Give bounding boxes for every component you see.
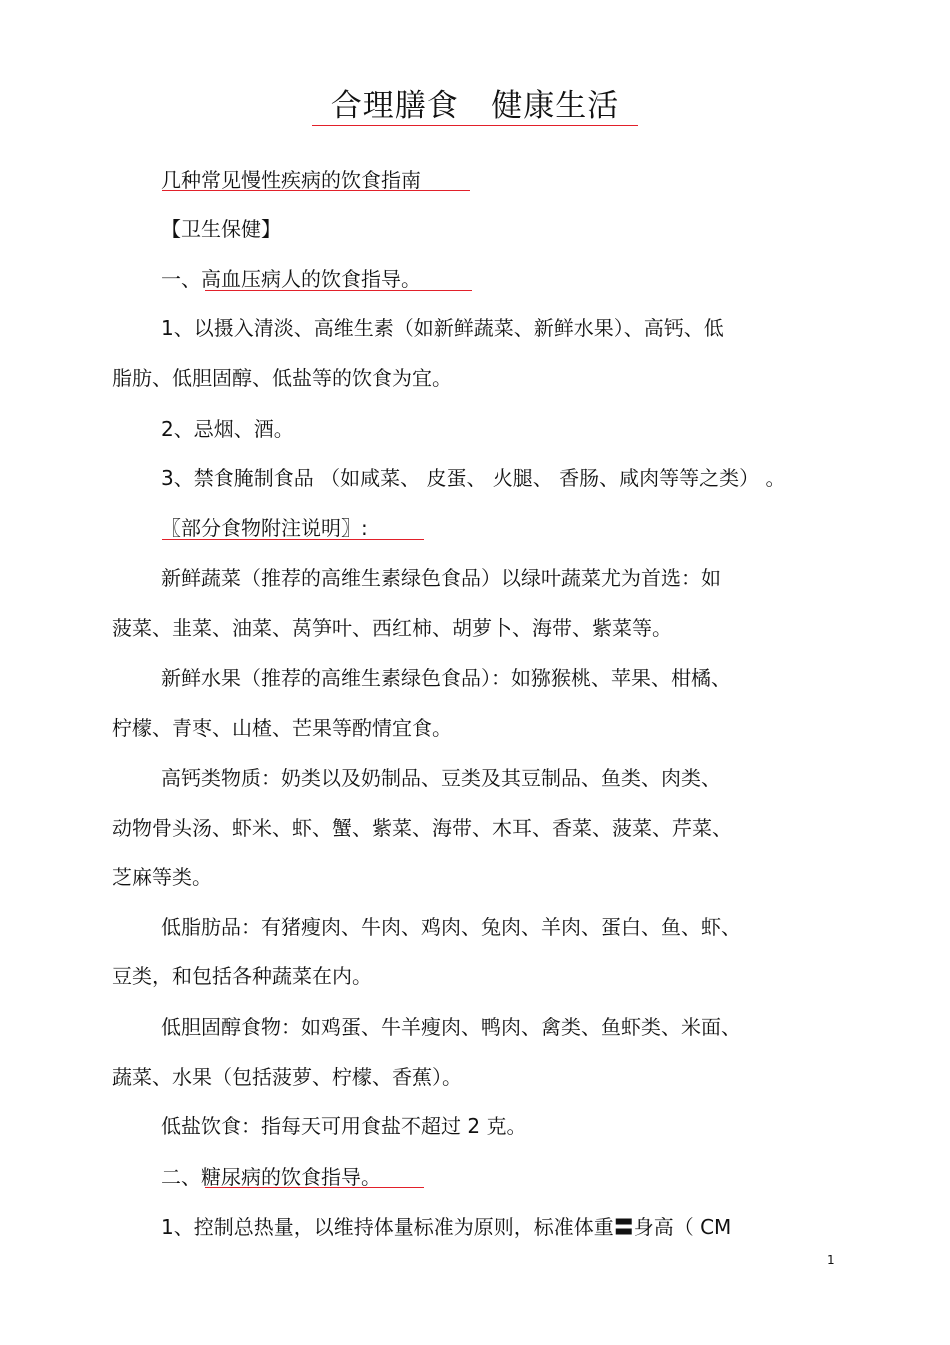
paragraph-line: 低胆固醇食物：如鸡蛋、牛羊瘦肉、鸭肉、禽类、鱼虾类、米面、 (161, 1015, 741, 1039)
paragraph-line: 豆类，和包括各种蔬菜在内。 (112, 964, 372, 988)
page-number: 1 (827, 1253, 835, 1267)
paragraph-line: 1、以摄入清淡、高维生素（如新鲜蔬菜、新鲜水果）、高钙、低 (161, 316, 724, 340)
subtitle-underline (162, 190, 470, 191)
notes-heading: 〖部分食物附注说明〗: (161, 516, 368, 540)
paragraph-line: 低盐饮食：指每天可用食盐不超过 2 克。 (161, 1114, 527, 1138)
category-label: 【卫生保健】 (161, 217, 281, 241)
paragraph-line: 高钙类物质：奶类以及奶制品、豆类及其豆制品、鱼类、肉类、 (161, 766, 721, 790)
paragraph-line: 菠菜、韭菜、油菜、莴笋叶、西红柿、胡萝卜、海带、紫菜等。 (112, 616, 672, 640)
subtitle: 几种常见慢性疾病的饮食指南 (161, 168, 421, 192)
section-heading-underline (205, 290, 472, 291)
paragraph-line: 柠檬、青枣、山楂、芒果等酌情宜食。 (112, 716, 452, 740)
title-underline (312, 125, 638, 126)
section-heading-diabetes: 二、糖尿病的饮食指导。 (161, 1165, 381, 1189)
paragraph-line: 1、控制总热量，以维持体量标准为原则，标准体重〓身高（ CM (161, 1215, 732, 1239)
section-heading-underline (205, 1187, 424, 1188)
paragraph-line: 芝麻等类。 (112, 865, 212, 889)
paragraph-line: 新鲜水果（推荐的高维生素绿色食品）：如猕猴桃、苹果、柑橘、 (161, 666, 731, 690)
section-heading-hypertension: 一、高血压病人的饮食指导。 (161, 267, 421, 291)
notes-heading-underline (162, 539, 424, 540)
paragraph-line: 蔬菜、水果（包括菠萝、柠檬、香蕉）。 (112, 1065, 462, 1089)
document-title: 合理膳食 健康生活 (330, 88, 620, 124)
paragraph-line: 2、忌烟、酒。 (161, 417, 294, 441)
paragraph-line: 新鲜蔬菜（推荐的高维生素绿色食品）以绿叶蔬菜尤为首选：如 (161, 566, 721, 590)
paragraph-line: 3、禁食腌制食品 （如咸菜、 皮蛋、 火腿、 香肠、咸肉等等之类） 。 (161, 466, 786, 490)
paragraph-line: 脂肪、低胆固醇、低盐等的饮食为宜。 (112, 366, 452, 390)
paragraph-line: 低脂肪品：有猪瘦肉、牛肉、鸡肉、兔肉、羊肉、蛋白、鱼、虾、 (161, 915, 741, 939)
paragraph-line: 动物骨头汤、虾米、虾、蟹、紫菜、海带、木耳、香菜、菠菜、芹菜、 (112, 816, 732, 840)
